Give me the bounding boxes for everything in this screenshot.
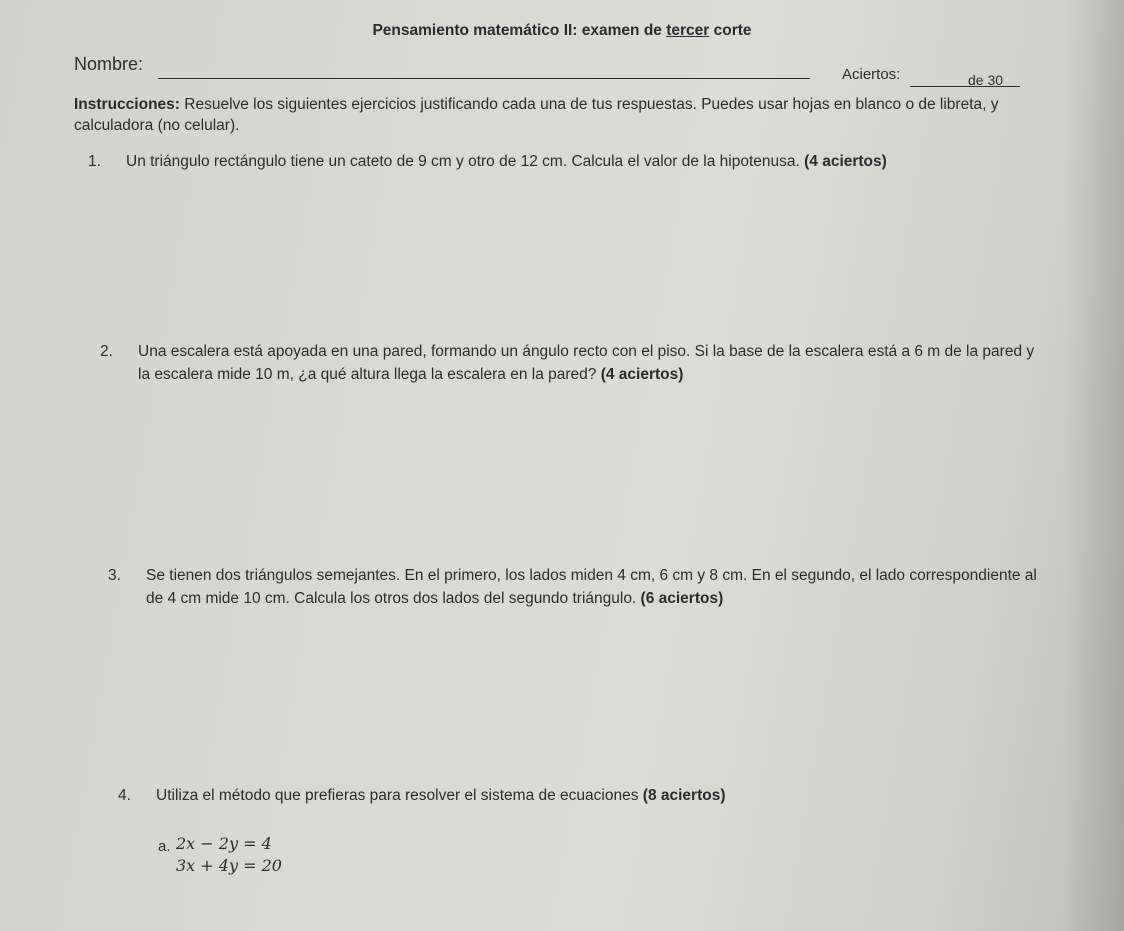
question-points: (8 aciertos)	[642, 787, 726, 804]
question-points: (6 aciertos)	[640, 590, 724, 607]
question-statement-line-1: Una escalera está apoyada en una pared, formando un ángulo recto con el piso. Si la base de la escalera está a 6 m de la pared y	[138, 343, 1035, 360]
name-label: Nombre:	[74, 54, 144, 74]
question-statement-line-2: la escalera mide 10 m, ¿a qué altura llega la escalera en la pared?	[138, 366, 601, 383]
score-total: de 30	[968, 72, 1004, 88]
title-text-end: corte	[709, 22, 752, 39]
question-text	[156, 784, 725, 807]
score-blank-line	[910, 86, 1020, 87]
question-statement: Utiliza el método que prefieras para resolver el sistema de ecuaciones	[156, 787, 643, 804]
question-points: (4 aciertos)	[600, 366, 684, 383]
question-3	[108, 564, 1108, 614]
title-text: Pensamiento matemático II: examen de	[372, 22, 667, 39]
instructions-heading: Instrucciones:	[74, 96, 180, 113]
question-2	[100, 340, 1100, 390]
question-text	[138, 340, 1098, 386]
equation-1: 2x − 2y = 4	[176, 834, 272, 853]
question-points: (4 aciertos)	[804, 153, 887, 170]
question-statement-line-1: Se tienen dos triángulos semejantes. En el primero, los lados miden 4 cm, 6 cm y 8 cm. En el segundo, el lado correspondiente al	[146, 567, 1037, 584]
paper-shadow	[1064, 0, 1124, 931]
instructions	[74, 94, 1064, 136]
question-statement-line-2: de 4 cm mide 10 cm. Calcula los otros dos lados del segundo triángulo.	[146, 590, 641, 607]
question-number: 4.	[118, 787, 131, 804]
title-underlined-word: tercer	[666, 22, 710, 39]
sub-item-label: a.	[158, 838, 171, 855]
equation-2: 3x + 4y = 20	[176, 856, 282, 875]
question-number: 1.	[88, 153, 101, 170]
question-statement: Un triángulo rectángulo tiene un cateto de 9 cm y otro de 12 cm. Calcula el valor de la hipotenusa.	[126, 153, 805, 170]
score-label: Aciertos:	[842, 66, 901, 83]
question-number: 2.	[100, 343, 113, 360]
exam-title	[0, 22, 1124, 40]
question-number: 3.	[108, 567, 121, 584]
instructions-text: Resuelve los siguientes ejercicios justificando cada una de tus respuestas. Puedes usar hojas en blanco o de libreta, y calculadora (no celular).	[74, 96, 999, 134]
question-text	[146, 564, 1106, 610]
name-blank-line	[158, 78, 810, 79]
question-text	[126, 150, 887, 173]
